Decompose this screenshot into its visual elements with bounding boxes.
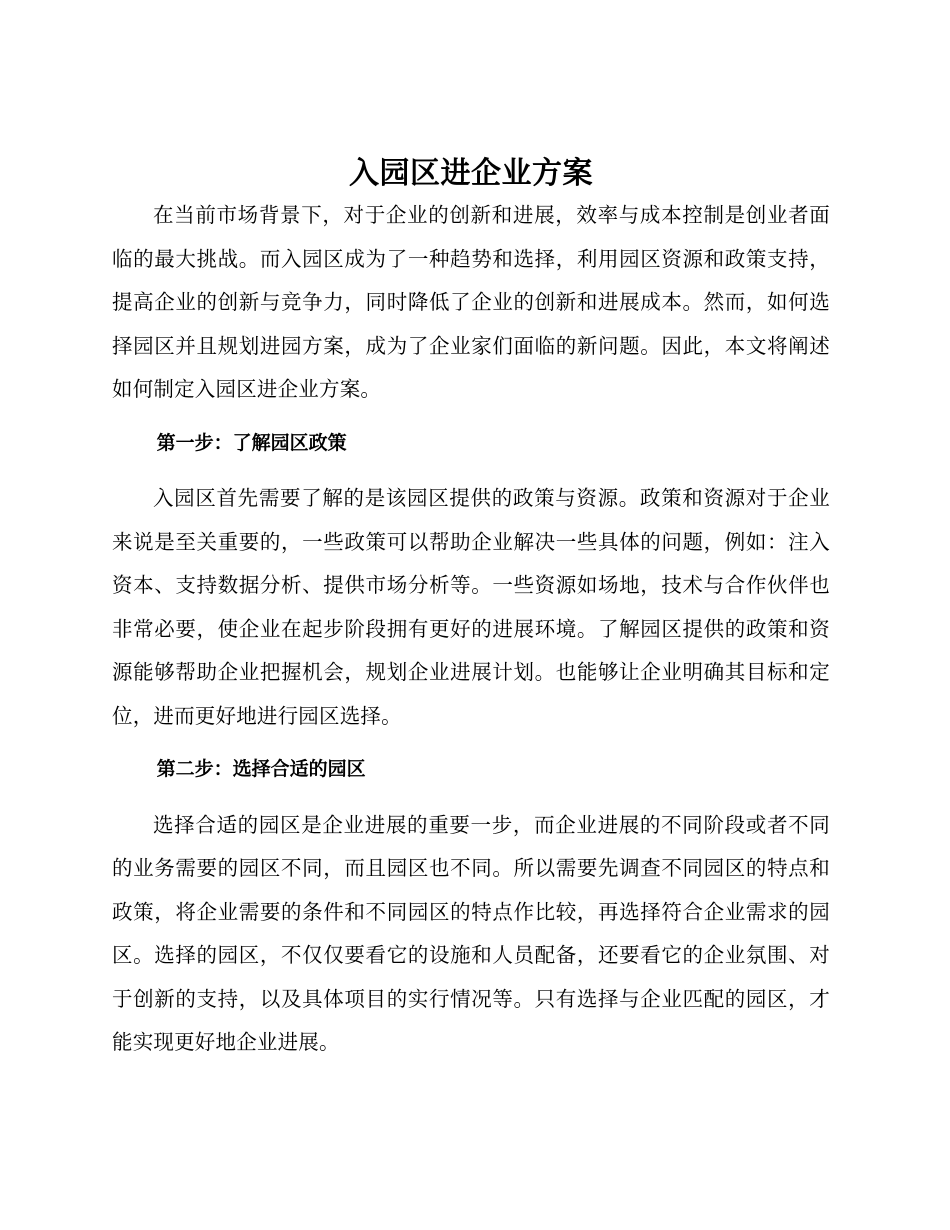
section-body-2: 选择合适的园区是企业进展的重要一步，而企业进展的不同阶段或者不同的业务需要的园区不同，而且园区也不同。所以需要先调查不同园区的特点和政策，将企业需要的条件和不同园区的特点作比较，再选择符合企业需求的园区。选择的园区，不仅仅要看它的设施和人员配备，还要看它的企业氛围、对于创新的支持，以及具体项目的实行情况等。只有选择与企业匹配的园区，才能实现更好地企业进展。 bbox=[112, 812, 830, 1054]
intro-paragraph: 在当前市场背景下，对于企业的创新和进展，效率与成本控制是创业者面临的最大挑战。而入园区成为了一种趋势和选择，利用园区资源和政策支持，提高企业的创新与竞争力，同时降低了企业的创新和进展成本。然而，如何选择园区并且规划进园方案，成为了企业家们面临的新问题。因此，本文将阐述如何制定入园区进企业方案。 bbox=[112, 203, 830, 401]
spacer bbox=[112, 412, 830, 422]
section-heading-1: 第一步：了解园区政策 bbox=[156, 431, 347, 454]
document-title: 入园区进企业方案 bbox=[349, 156, 593, 191]
spacer bbox=[112, 738, 830, 748]
spacer bbox=[112, 792, 830, 804]
section-body-1: 入园区首先需要了解的是该园区提供的政策与资源。政策和资源对于企业来说是至关重要的，一些政策可以帮助企业解决一些具体的问题，例如：注入资本、支持数据分析、提供市场分析等。一些资源如场地，技术与合作伙伴也非常必要，使企业在起步阶段拥有更好的进展环境。了解园区提供的政策和资源能够帮助企业把握机会，规划企业进展计划。也能够让企业明确其目标和定位，进而更好地进行园区选择。 bbox=[112, 486, 830, 728]
section-heading-2: 第二步：选择合适的园区 bbox=[156, 758, 366, 780]
spacer bbox=[112, 465, 830, 477]
